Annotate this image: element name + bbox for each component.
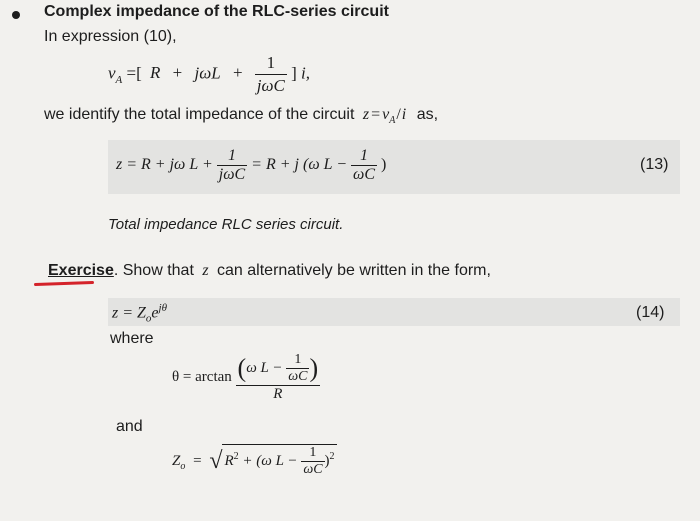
theta-outer-den: R xyxy=(236,385,321,403)
zo-fraction xyxy=(301,445,324,478)
eq10-jwL: jωL xyxy=(194,63,221,83)
show-through-mark xyxy=(390,28,394,44)
theta-paren-close: ) xyxy=(309,353,319,383)
zo-frac-num: 1 xyxy=(309,445,317,460)
equation-14-box xyxy=(108,298,680,326)
section-title: Complex impedance of the RLC-series circuit xyxy=(44,3,389,20)
exercise-line xyxy=(48,262,491,280)
eq10-fraction xyxy=(255,52,287,97)
eq10-v-sub: A xyxy=(115,73,123,86)
identify-v-sub: A xyxy=(389,115,396,127)
eq10-plus1: + xyxy=(172,63,183,83)
zo-equation xyxy=(172,444,337,478)
identify-as: as, xyxy=(416,106,439,123)
eq13-mid: = R + j (ω L − xyxy=(251,156,348,174)
zo-sub: o xyxy=(180,460,186,472)
exercise-z: z xyxy=(202,262,209,279)
where-text: where xyxy=(110,330,154,347)
eq10-frac-num: 1 xyxy=(266,53,276,72)
eq10-frac-den: jωC xyxy=(256,76,285,95)
bullet-point xyxy=(12,11,20,19)
eq10-R: R xyxy=(150,63,161,83)
zo-eq: = xyxy=(193,453,202,469)
theta-outer-num xyxy=(236,352,321,385)
equation-14-number: (14) xyxy=(636,304,665,321)
zo-lhs: Z xyxy=(172,453,181,469)
theta-equation xyxy=(172,352,320,403)
identify-slash: / xyxy=(396,106,401,123)
theta-inner-fraction xyxy=(286,352,309,385)
identify-text: we identify the total impedance of the circuit xyxy=(44,106,355,123)
eq10-plus2: + xyxy=(232,63,243,83)
eq14-lhs: z = Z xyxy=(112,304,146,322)
exercise-text-before: . Show that xyxy=(113,262,194,279)
identify-i: i xyxy=(401,106,407,123)
sqrt-sign: √ xyxy=(209,448,223,474)
eq13-frac2-num: 1 xyxy=(360,147,368,164)
identify-eq: = xyxy=(371,106,381,123)
identify-z: z xyxy=(362,106,370,123)
exercise-text-after: can alternatively be written in the form, xyxy=(217,262,491,279)
theta-inner-num: 1 xyxy=(294,352,302,367)
eq10-v: v xyxy=(108,63,116,83)
zo-mid: + (ω L − xyxy=(242,453,298,469)
eq10-close: ] xyxy=(291,63,297,83)
eq13-close: ) xyxy=(380,156,387,174)
equation-13 xyxy=(116,147,386,184)
theta-inner-left: ω L − xyxy=(246,360,283,376)
eq13-fraction1 xyxy=(217,147,247,184)
intro-text: In expression (10), xyxy=(44,28,177,45)
zo-close-sup: 2 xyxy=(329,450,335,462)
and-text: and xyxy=(116,418,143,435)
theta-lhs: θ = arctan xyxy=(172,369,232,385)
zo-radicand xyxy=(222,444,336,478)
zo-R: R xyxy=(224,453,234,469)
theta-outer-fraction xyxy=(236,352,321,403)
red-pen-underline xyxy=(34,281,94,286)
identify-v: v xyxy=(382,106,390,123)
zo-frac-den: ωC xyxy=(303,462,323,477)
eq14-sub: o xyxy=(145,312,152,325)
zo-close: ) xyxy=(324,453,330,469)
equation-14 xyxy=(112,302,167,325)
eq14-e: e xyxy=(151,304,159,322)
equation-13-number: (13) xyxy=(640,156,669,173)
theta-inner-den: ωC xyxy=(288,369,308,384)
eq13-frac1-den: jωC xyxy=(218,166,246,183)
equation-10 xyxy=(108,52,310,97)
caption: Total impedance RLC series circuit. xyxy=(108,216,344,233)
eq14-sup: jθ xyxy=(158,302,167,314)
theta-paren-open: ( xyxy=(237,353,247,383)
eq13-fraction2 xyxy=(351,147,377,184)
identify-line xyxy=(44,106,438,126)
eq10-i: i, xyxy=(301,63,311,83)
eq10-eq: =[ xyxy=(126,63,142,83)
eq13-frac2-den: ωC xyxy=(353,166,375,183)
eq13-left: z = R + jω L + xyxy=(116,156,213,174)
zo-R-sup: 2 xyxy=(233,450,239,462)
eq13-frac1-num: 1 xyxy=(227,147,236,164)
exercise-label: Exercise xyxy=(48,262,114,279)
